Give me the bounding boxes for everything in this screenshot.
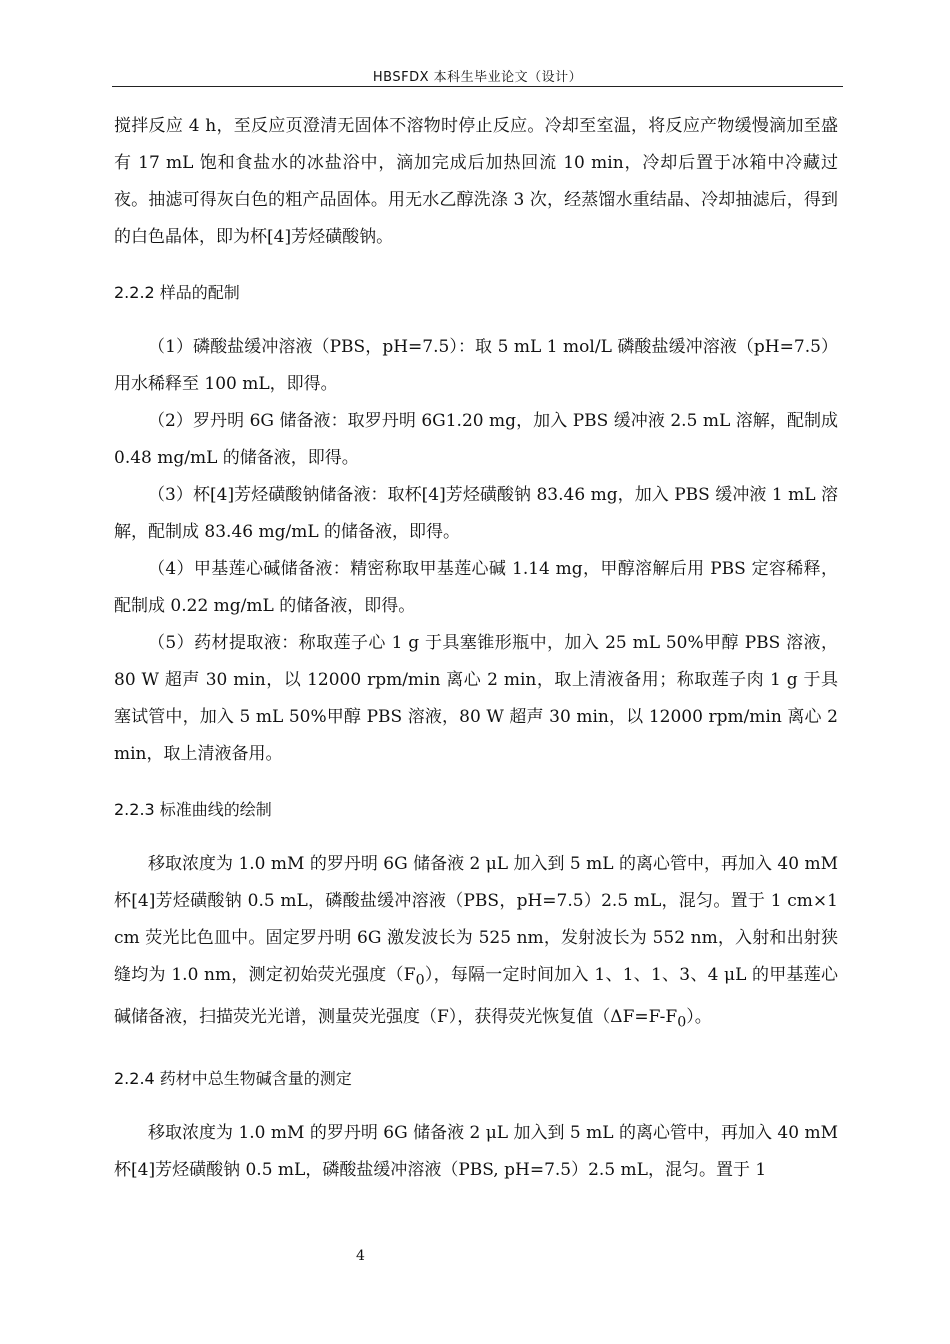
intro-paragraph: 搅拌反应 4 h，至反应页澄清无固体不溶物时停止反应。冷却至室温，将反应产物缓慢滴加至盛有 17 mL 饱和食盐水的冰盐浴中，滴加完成后加热回流 10 min，冷却后置于冰箱中冷藏过夜。抽滤可得灰白色的粗产品固体。用无水乙醇洗涤 3 次，经蒸馏水重结晶、冷却抽滤后，得到的白色晶体，即为杯[4]芳烃磺酸钠。: [114, 116, 838, 247]
subscript-zero: 0: [415, 972, 425, 989]
running-header: HBSFDX 本科生毕业论文（设计）: [372, 70, 583, 85]
standard-curve-text-c: ）。: [686, 1007, 712, 1028]
page-number: 4: [356, 1248, 365, 1264]
alkaloid-content-paragraph: 移取浓度为 1.0 mM 的罗丹明 6G 储备液 2 μL 加入到 5 mL 的离心管中，再加入 40 mM 杯[4]芳烃磺酸钠 0.5 mL，磷酸盐缓冲溶液（PBS, pH=7.5）2.5 mL，混匀。置于 1: [114, 1122, 838, 1180]
prep-item-4: （4）甲基莲心碱储备液：精密称取甲基莲心碱 1.14 mg，甲醇溶解后用 PBS 定容稀释，配制成 0.22 mg/mL 的储备液，即得。: [114, 559, 838, 616]
standard-curve-text-a: 移取浓度为 1.0 mM 的罗丹明 6G 储备液 2 μL 加入到 5 mL 的离心管中，再加入 40 mM 杯[4]芳烃磺酸钠 0.5 mL，磷酸盐缓冲溶液（PBS，pH=7.5）2.5 mL，混匀。置于 1 cm×1 cm 荧光比色皿中。固定罗丹明 6G 激发波长为 525 nm，发射波长为 552 nm，入射和出射狭缝均为 1.0 nm，测定初始荧光强度（F: [114, 854, 838, 985]
section-heading-2-2-3: 2.2.3 标准曲线的绘制: [114, 800, 272, 819]
header-rule: [112, 86, 843, 87]
section-heading-2-2-4: 2.2.4 药材中总生物碱含量的测定: [114, 1068, 352, 1088]
standard-curve-paragraph: [114, 846, 838, 1042]
standard-curve-text-b: ），每隔一定时间加入 1、1、1、3、4 μL 的甲基莲心碱储备液，扫描荧光光谱，测量荧光强度（F），获得荧光恢复值（ΔF=F-F: [114, 965, 838, 1028]
prep-item-3: （3）杯[4]芳烃磺酸钠储备液：取杯[4]芳烃磺酸钠 83.46 mg，加入 PBS 缓冲液 1 mL 溶解，配制成 83.46 mg/mL 的储备液，即得。: [114, 485, 838, 542]
prep-item-5: （5）药材提取液：称取莲子心 1 g 于具塞锥形瓶中，加入 25 mL 50%甲醇 PBS 溶液，80 W 超声 30 min，以 12000 rpm/min 离心 2 min，取上清液备用；称取莲子肉 1 g 于具塞试管中，加入 5 mL 50%甲醇 PBS 溶液，80 W 超声 30 min，以 12000 rpm/min 离心 2 min，取上清液备用。: [114, 633, 838, 764]
subscript-zero: 0: [677, 1014, 687, 1031]
prep-item-1: （1）磷酸盐缓冲溶液（PBS，pH=7.5）：取 5 mL 1 mol/L 磷酸盐缓冲溶液（pH=7.5）用水稀释至 100 mL，即得。: [114, 337, 838, 394]
prep-item-2: （2）罗丹明 6G 储备液：取罗丹明 6G1.20 mg，加入 PBS 缓冲液 2.5 mL 溶解，配制成 0.48 mg/mL 的储备液，即得。: [114, 411, 838, 468]
section-heading-2-2-2: 2.2.2 样品的配制: [114, 283, 240, 302]
page-content: [114, 108, 838, 1189]
